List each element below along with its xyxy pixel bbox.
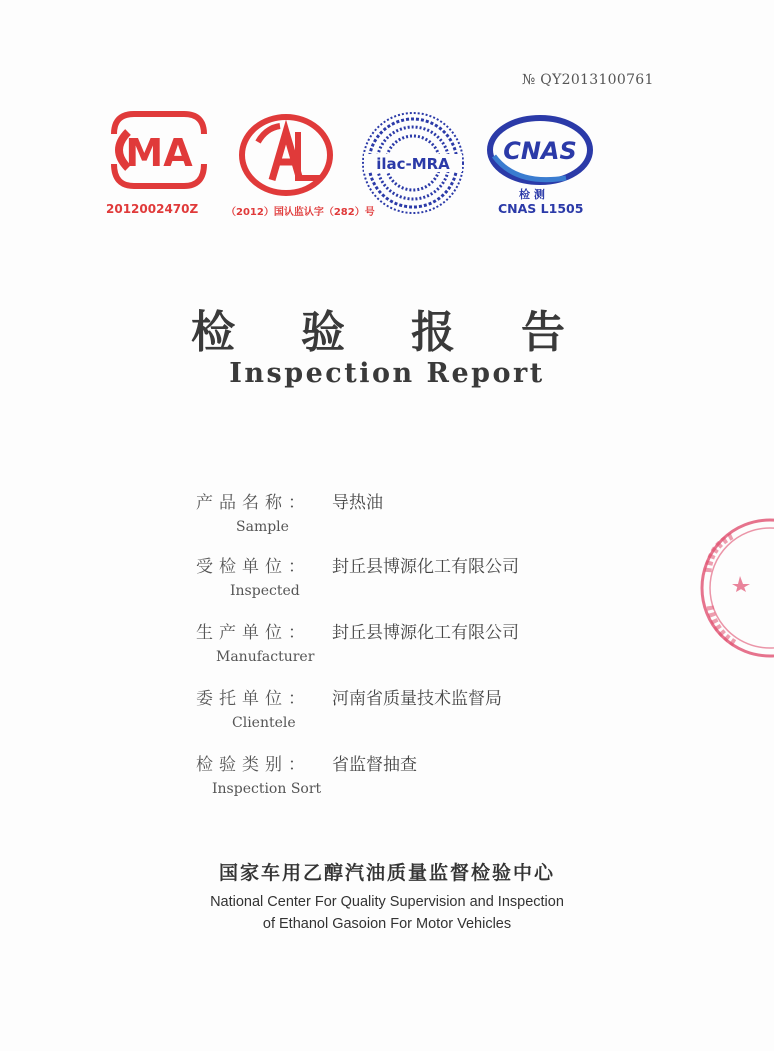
field-label-cn: 检验类别： [196, 755, 311, 775]
cnas-logo [486, 112, 596, 192]
field-label-en: Inspection Sort [212, 781, 322, 797]
cal-caption: （2012）国认监认字（282）号 [226, 207, 375, 218]
field-label-cn: 受检单位： [196, 557, 311, 577]
cma-logo [104, 108, 214, 194]
organization-en-line1: National Center For Quality Supervision and Inspection [210, 894, 564, 910]
field-sample [196, 488, 383, 535]
cal-logo [236, 112, 336, 198]
field-label-cn: 生产单位： [196, 623, 311, 643]
field-value: 省监督抽查 [332, 755, 417, 775]
cnas-caption: CNAS L1505 [498, 201, 584, 216]
svg-text:MA: MA [125, 131, 193, 175]
ilac-mra-text: ilac-MRA [376, 155, 450, 173]
official-seal-stamp [680, 516, 774, 666]
field-label-cn: 产品名称： [196, 493, 311, 513]
field-value: 封丘县博源化工有限公司 [332, 623, 519, 643]
field-value: 河南省质量技术监督局 [332, 689, 502, 709]
report-title-cn: 检验报告 [191, 307, 631, 358]
field-inspected [196, 552, 519, 599]
cnas-caption-top: 检 测 [519, 188, 545, 201]
field-label-cn: 委托单位： [196, 689, 311, 709]
field-label-en: Sample [236, 519, 289, 535]
field-inspection-sort [196, 750, 417, 797]
field-label-en: Manufacturer [216, 649, 315, 665]
organization-en-line2: of Ethanol Gasoion For Motor Vehicles [262, 916, 512, 932]
cnas-text: CNAS [503, 137, 577, 165]
field-label-en: Inspected [230, 583, 300, 599]
ilac-mra-logo [360, 110, 466, 216]
report-title-en: Inspection Report [229, 358, 545, 389]
field-label-en: Clientele [232, 715, 296, 731]
field-value: 导热油 [332, 493, 383, 513]
field-value: 封丘县博源化工有限公司 [332, 557, 519, 577]
document-number: № QY2013100761 [522, 72, 654, 88]
cma-caption: 2012002470Z [106, 202, 199, 216]
organization-cn: 国家车用乙醇汽油质量监督检验中心 [218, 862, 555, 884]
field-manufacturer [196, 618, 519, 665]
field-clientele [196, 684, 502, 731]
